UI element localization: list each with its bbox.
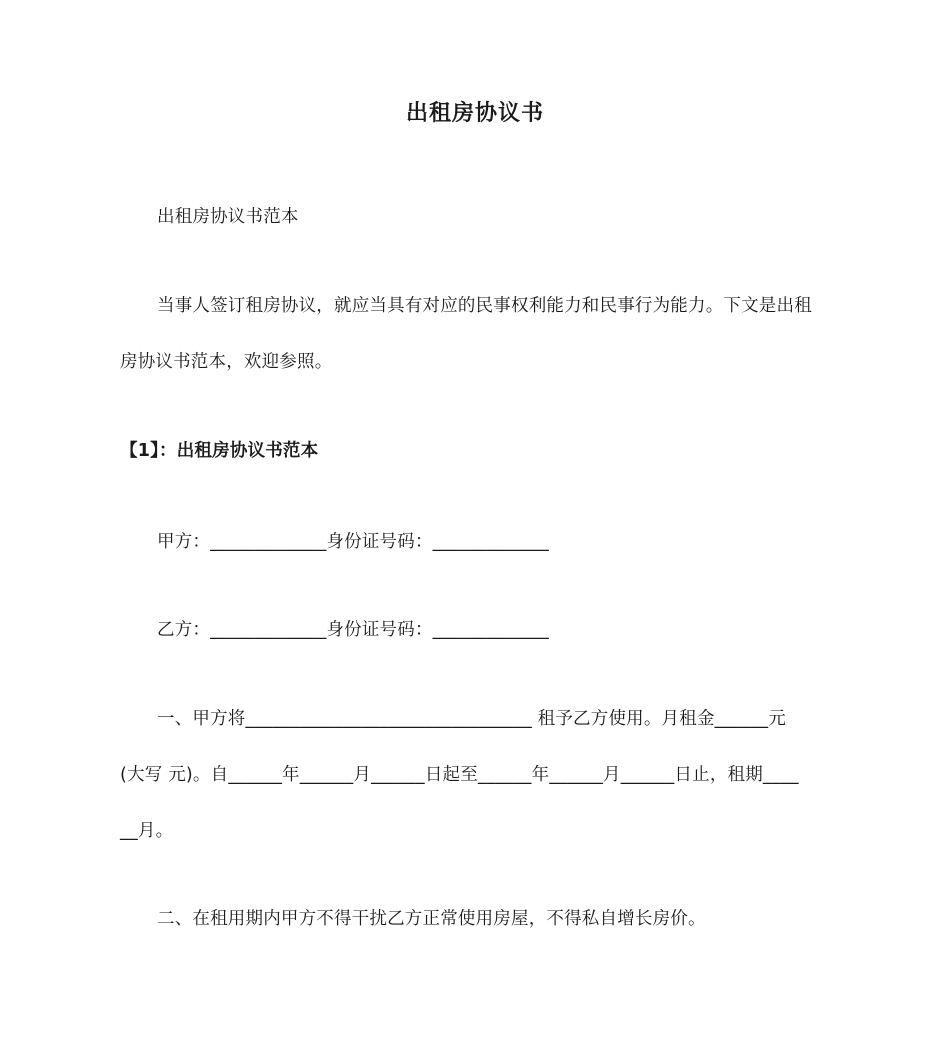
document-title: 出租房协议书 [405, 101, 544, 126]
intro-paragraph-line-2: 房协议书范本，欢迎参照。 [120, 352, 333, 372]
clause-1-line-3: __月。 [120, 821, 174, 841]
party-a-line: 甲方：_____________身份证号码：_____________ [157, 532, 549, 552]
document-subtitle: 出租房协议书范本 [157, 207, 299, 227]
clause-1-line-1: 一、甲方将________________________________ 租予乙方使用。月租金______元 [157, 709, 787, 729]
clause-2: 二、在租用期内甲方不得干扰乙方正常使用房屋，不得私自增长房价。 [157, 909, 706, 929]
party-b-line: 乙方：_____________身份证号码：_____________ [157, 620, 549, 640]
intro-paragraph-line-1: 当事人签订租房协议，就应当具有对应的民事权利能力和民事行为能力。下文是出租 [157, 296, 812, 316]
clause-1-line-2: (大写 元)。自______年______月______日起至______年______月______日止，租期____ [120, 765, 799, 785]
section-heading: 【1】：出租房协议书范本 [120, 441, 319, 461]
